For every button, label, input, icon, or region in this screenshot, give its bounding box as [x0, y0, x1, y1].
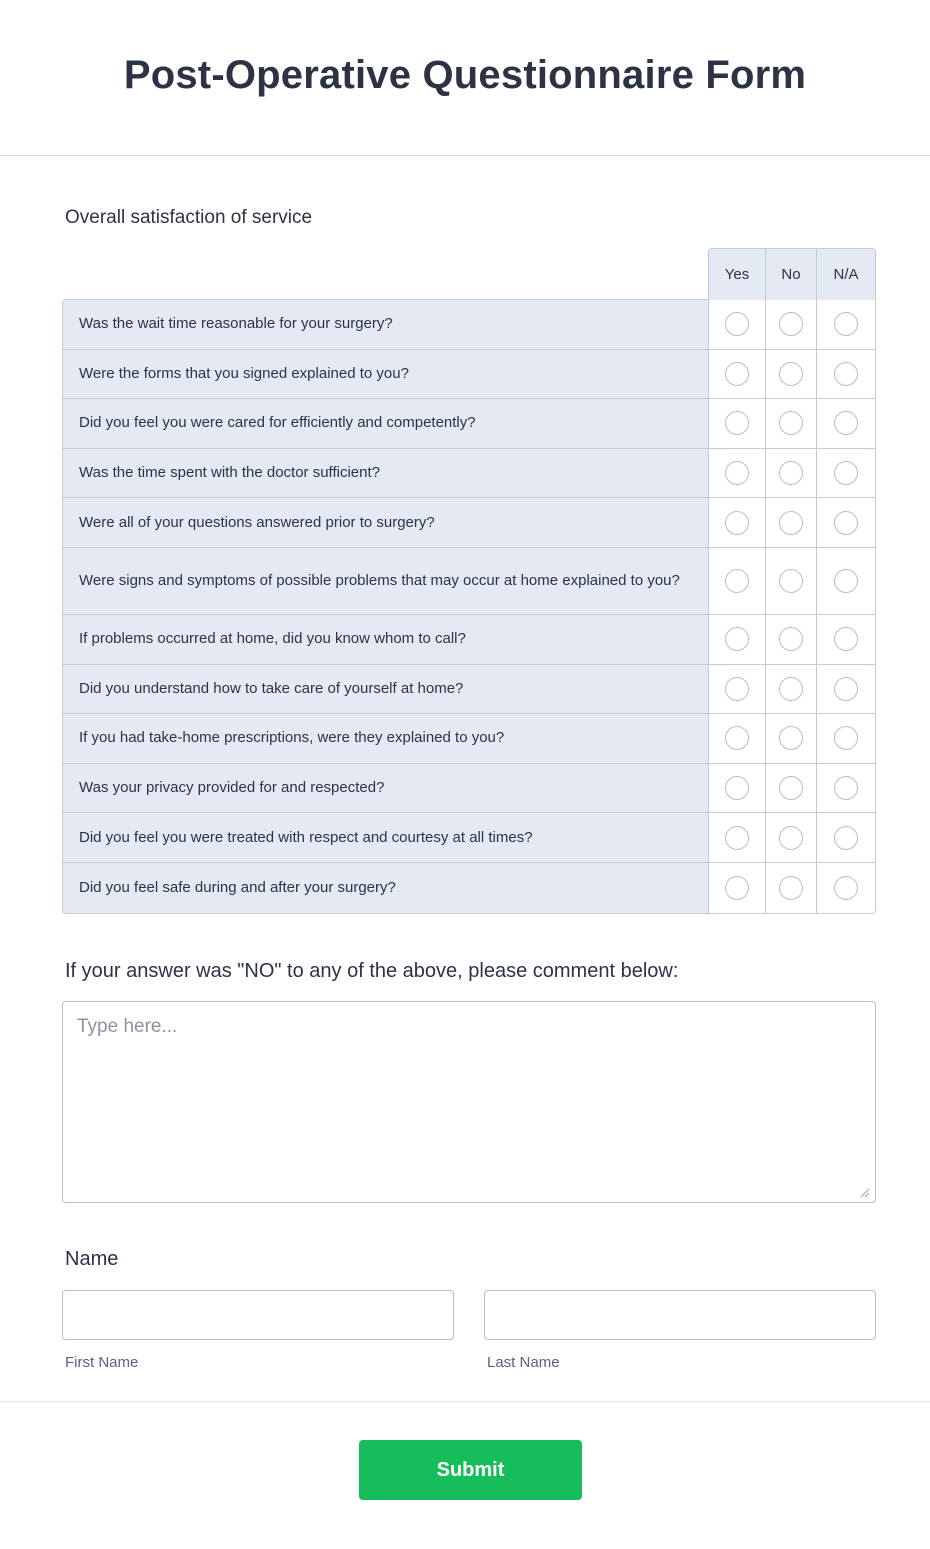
radio-yes[interactable]: [725, 677, 749, 701]
radio-no[interactable]: [779, 312, 803, 336]
radio-yes[interactable]: [725, 627, 749, 651]
matrix-cell-no: [766, 399, 817, 448]
radio-na[interactable]: [834, 776, 858, 800]
matrix-cell-na: [817, 350, 875, 399]
matrix-cell-yes: [709, 300, 766, 349]
matrix-row: [63, 714, 875, 764]
matrix-row: [63, 615, 875, 665]
radio-no[interactable]: [779, 569, 803, 593]
radio-yes[interactable]: [725, 362, 749, 386]
radio-no[interactable]: [779, 362, 803, 386]
radio-no[interactable]: [779, 776, 803, 800]
radio-yes[interactable]: [725, 876, 749, 900]
radio-na[interactable]: [834, 876, 858, 900]
radio-na[interactable]: [834, 569, 858, 593]
matrix-row: [63, 300, 875, 350]
comment-label: If your answer was "NO" to any of the above, please comment below:: [65, 960, 679, 982]
matrix-question: Did you feel you were cared for efficiently and competently?: [63, 399, 709, 448]
matrix-cell-no: [766, 665, 817, 714]
matrix-row: [63, 498, 875, 548]
submit-button[interactable]: Submit: [359, 1440, 582, 1500]
matrix-row: [63, 548, 875, 615]
radio-no[interactable]: [779, 511, 803, 535]
matrix-cell-no: [766, 764, 817, 813]
matrix-cell-no: [766, 714, 817, 763]
matrix-question: Did you feel safe during and after your surgery?: [63, 863, 709, 913]
last-name-input[interactable]: [484, 1290, 876, 1340]
radio-no[interactable]: [779, 826, 803, 850]
matrix-question: If problems occurred at home, did you know whom to call?: [63, 615, 709, 664]
matrix-cell-na: [817, 665, 875, 714]
matrix-cell-na: [817, 863, 875, 913]
radio-no[interactable]: [779, 876, 803, 900]
matrix-cell-yes: [709, 399, 766, 448]
matrix-body: [62, 299, 876, 914]
radio-na[interactable]: [834, 677, 858, 701]
matrix-cell-na: [817, 449, 875, 498]
matrix-cell-no: [766, 498, 817, 547]
matrix-row: [63, 665, 875, 715]
radio-na[interactable]: [834, 726, 858, 750]
matrix-cell-na: [817, 615, 875, 664]
radio-no[interactable]: [779, 411, 803, 435]
matrix-cell-yes: [709, 764, 766, 813]
matrix-question: Did you feel you were treated with respect and courtesy at all times?: [63, 813, 709, 862]
column-header-no: No: [766, 249, 817, 300]
matrix-question: Were the forms that you signed explained to you?: [63, 350, 709, 399]
radio-na[interactable]: [834, 511, 858, 535]
column-header-na: N/A: [833, 266, 859, 283]
comment-textarea[interactable]: [62, 1001, 876, 1203]
radio-yes[interactable]: [725, 411, 749, 435]
matrix-cell-na: [817, 498, 875, 547]
radio-yes[interactable]: [725, 569, 749, 593]
radio-yes[interactable]: [725, 776, 749, 800]
radio-no[interactable]: [779, 726, 803, 750]
matrix-cell-no: [766, 300, 817, 349]
matrix-cell-na: [817, 548, 875, 614]
radio-no[interactable]: [779, 677, 803, 701]
matrix-cell-yes: [709, 714, 766, 763]
matrix-question: Were signs and symptoms of possible problems that may occur at home explained to you?: [63, 548, 709, 614]
matrix-cell-no: [766, 615, 817, 664]
matrix-cell-yes: [709, 813, 766, 862]
matrix-question: If you had take-home prescriptions, were they explained to you?: [63, 714, 709, 763]
matrix-question: Did you understand how to take care of yourself at home?: [63, 665, 709, 714]
matrix-row: [63, 764, 875, 814]
first-name-input[interactable]: [62, 1290, 454, 1340]
radio-yes[interactable]: [725, 312, 749, 336]
matrix-cell-yes: [709, 863, 766, 913]
matrix-cell-yes: [709, 615, 766, 664]
matrix-cell-no: [766, 350, 817, 399]
resize-grip-icon[interactable]: [858, 1186, 870, 1198]
matrix-cell-yes: [709, 548, 766, 614]
matrix-cell-na: [817, 813, 875, 862]
matrix-cell-yes: [709, 350, 766, 399]
matrix-cell-na: [817, 714, 875, 763]
matrix-cell-yes: [709, 665, 766, 714]
radio-na[interactable]: [834, 362, 858, 386]
radio-no[interactable]: [779, 627, 803, 651]
radio-na[interactable]: [834, 627, 858, 651]
radio-na[interactable]: [834, 826, 858, 850]
radio-yes[interactable]: [725, 461, 749, 485]
radio-yes[interactable]: [725, 826, 749, 850]
radio-na[interactable]: [834, 312, 858, 336]
matrix-cell-no: [766, 813, 817, 862]
matrix-header: [62, 248, 876, 299]
page-title: Post-Operative Questionnaire Form: [123, 53, 807, 97]
matrix-cell-yes: [709, 449, 766, 498]
matrix-question: Was the time spent with the doctor sufficient?: [63, 449, 709, 498]
satisfaction-matrix: [62, 248, 876, 914]
divider: [0, 1401, 930, 1402]
matrix-cell-yes: [709, 498, 766, 547]
matrix-row: [63, 399, 875, 449]
name-label: Name: [65, 1248, 119, 1270]
radio-yes[interactable]: [725, 726, 749, 750]
matrix-question: Were all of your questions answered prior to surgery?: [63, 498, 709, 547]
form-header: [0, 0, 930, 156]
column-header-yes: Yes: [709, 249, 766, 300]
matrix-title: Overall satisfaction of service: [65, 207, 313, 228]
matrix-row: [63, 449, 875, 499]
matrix-cell-no: [766, 449, 817, 498]
matrix-row: [63, 350, 875, 400]
matrix-question: Was the wait time reasonable for your surgery?: [63, 300, 709, 349]
radio-na[interactable]: [834, 461, 858, 485]
matrix-row: [63, 813, 875, 863]
first-name-sublabel: First Name: [65, 1354, 139, 1371]
radio-no[interactable]: [779, 461, 803, 485]
matrix-cell-na: [817, 399, 875, 448]
matrix-row: [63, 863, 875, 913]
last-name-sublabel: Last Name: [487, 1354, 560, 1371]
matrix-cell-na: [817, 300, 875, 349]
radio-na[interactable]: [834, 411, 858, 435]
matrix-cell-na: [817, 764, 875, 813]
matrix-cell-no: [766, 548, 817, 614]
matrix-question: Was your privacy provided for and respected?: [63, 764, 709, 813]
matrix-cell-no: [766, 863, 817, 913]
radio-yes[interactable]: [725, 511, 749, 535]
